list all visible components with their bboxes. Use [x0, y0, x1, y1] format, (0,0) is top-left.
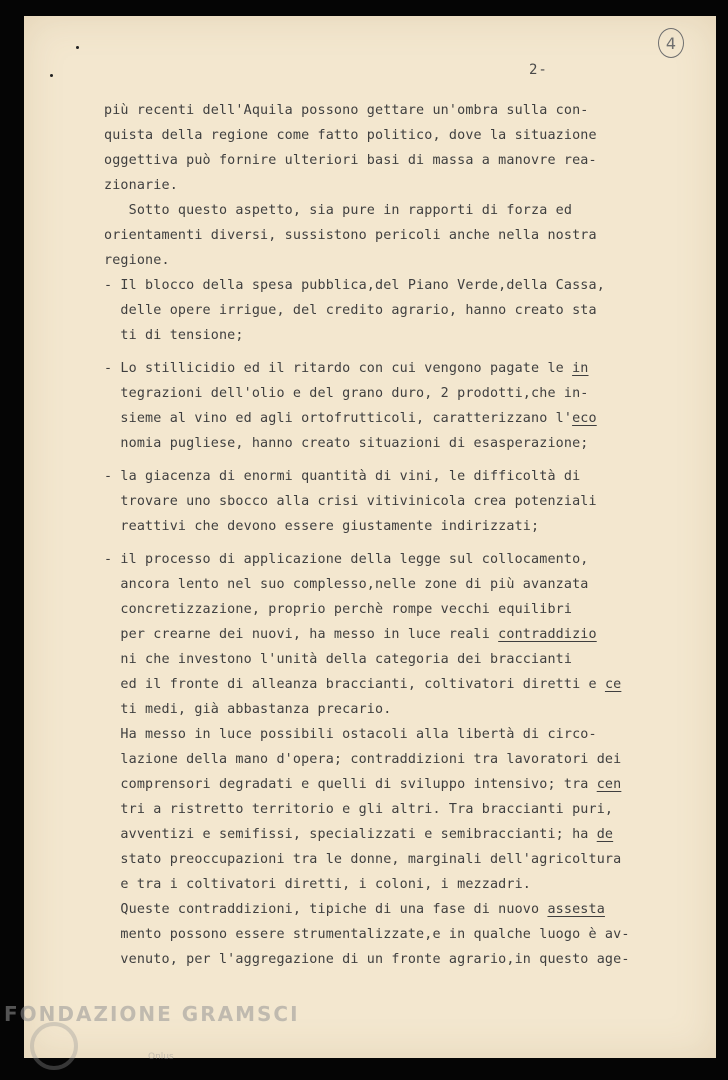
- archive-number-circle: [658, 28, 684, 58]
- text-line: stato preoccupazioni tra le donne, marginali dell'agricoltura: [104, 852, 622, 867]
- text-line: delle opere irrigue, del credito agrario, hanno creato sta: [104, 303, 597, 318]
- underlined-fragment: ce: [604, 677, 622, 692]
- text-line: quista della regione come fatto politico, dove la situazione: [104, 128, 597, 143]
- archive-number: 4: [665, 33, 677, 53]
- text-line: orientamenti diversi, sussistono pericoli anche nella nostra: [104, 228, 597, 243]
- text-line: mento possono essere strumentalizzate,e in qualche luogo è av-: [104, 927, 630, 942]
- text-line: tegrazioni dell'olio e del grano duro, 2 prodotti,che in-: [104, 386, 589, 401]
- text-line: trovare uno sbocco alla crisi vitivinicola crea potenziali: [104, 494, 597, 509]
- text-line: nomia pugliese, hanno creato situazioni di esasperazione;: [104, 436, 589, 451]
- underlined-fragment: in: [572, 361, 589, 376]
- text-line: zionarie.: [104, 178, 178, 193]
- text-line: ni che investono l'unità della categoria dei braccianti: [104, 652, 573, 667]
- text-fragment: ed il fronte di alleanza braccianti, coltivatori diretti e: [104, 677, 605, 692]
- text-line: - il processo di applicazione della legge sul collocamento,: [104, 552, 589, 567]
- underlined-fragment: assesta: [547, 902, 605, 917]
- text-line: oggettiva può fornire ulteriori basi di massa a manovre rea-: [104, 153, 597, 168]
- text-line: [104, 822, 634, 847]
- text-line: Ha messo in luce possibili ostacoli alla libertà di circo-: [104, 727, 597, 742]
- text-line: ti medi, già abbastanza precario.: [104, 702, 392, 717]
- punch-hole-mark: [76, 46, 79, 49]
- text-fragment: - Lo stillicidio ed il ritardo con cui vengono pagate le: [104, 361, 573, 376]
- punch-hole-mark: [50, 74, 53, 77]
- typewritten-text: [104, 98, 634, 972]
- text-line: [104, 772, 634, 797]
- text-line: [104, 406, 634, 431]
- text-fragment: Queste contraddizioni, tipiche di una fase di nuovo: [104, 902, 548, 917]
- underlined-fragment: de: [596, 827, 614, 842]
- watermark: FONDAZIONE GRAMSCI: [4, 1002, 300, 1026]
- text-line: lazione della mano d'opera; contraddizioni tra lavoratori dei: [104, 752, 622, 767]
- text-line: e tra i coltivatori diretti, i coloni, i mezzadri.: [104, 877, 532, 892]
- text-line: ancora lento nel suo complesso,nelle zone di più avanzata: [104, 577, 589, 592]
- text-line: [104, 622, 634, 647]
- underlined-fragment: contraddizio: [498, 627, 597, 642]
- watermark-sub: Onlus: [148, 1052, 174, 1062]
- text-line: venuto, per l'aggregazione di un fronte agrario,in questo age-: [104, 952, 630, 967]
- text-line: - la giacenza di enormi quantità di vini, le difficoltà di: [104, 469, 581, 484]
- text-line: [104, 672, 634, 697]
- text-fragment: sieme al vino ed agli ortofrutticoli, caratterizzano l': [104, 411, 573, 426]
- text-line: ti di tensione;: [104, 328, 244, 343]
- text-line: regione.: [104, 253, 170, 268]
- text-line: più recenti dell'Aquila possono gettare un'ombra sulla con-: [104, 103, 589, 118]
- underlined-fragment: eco: [572, 411, 597, 426]
- text-fragment: avventizi e semifissi, specializzati e semibraccianti; ha: [104, 827, 597, 842]
- text-line: reattivi che devono essere giustamente indirizzati;: [104, 519, 540, 534]
- text-line: [104, 356, 634, 381]
- text-line: tri a ristretto territorio e gli altri. Tra braccianti puri,: [104, 802, 614, 817]
- document-page: [24, 16, 716, 1058]
- page-number: 2-: [529, 62, 548, 78]
- text-line: Sotto questo aspetto, sia pure in rapporti di forza ed: [104, 203, 573, 218]
- watermark-logo-icon: [30, 1022, 78, 1070]
- text-fragment: comprensori degradati e quelli di sviluppo intensivo; tra: [104, 777, 597, 792]
- text-line: concretizzazione, proprio perchè rompe vecchi equilibri: [104, 602, 573, 617]
- underlined-fragment: cen: [596, 777, 622, 792]
- text-line: [104, 897, 634, 922]
- text-line: - Il blocco della spesa pubblica,del Piano Verde,della Cassa,: [104, 278, 605, 293]
- text-fragment: per crearne dei nuovi, ha messo in luce reali: [104, 627, 499, 642]
